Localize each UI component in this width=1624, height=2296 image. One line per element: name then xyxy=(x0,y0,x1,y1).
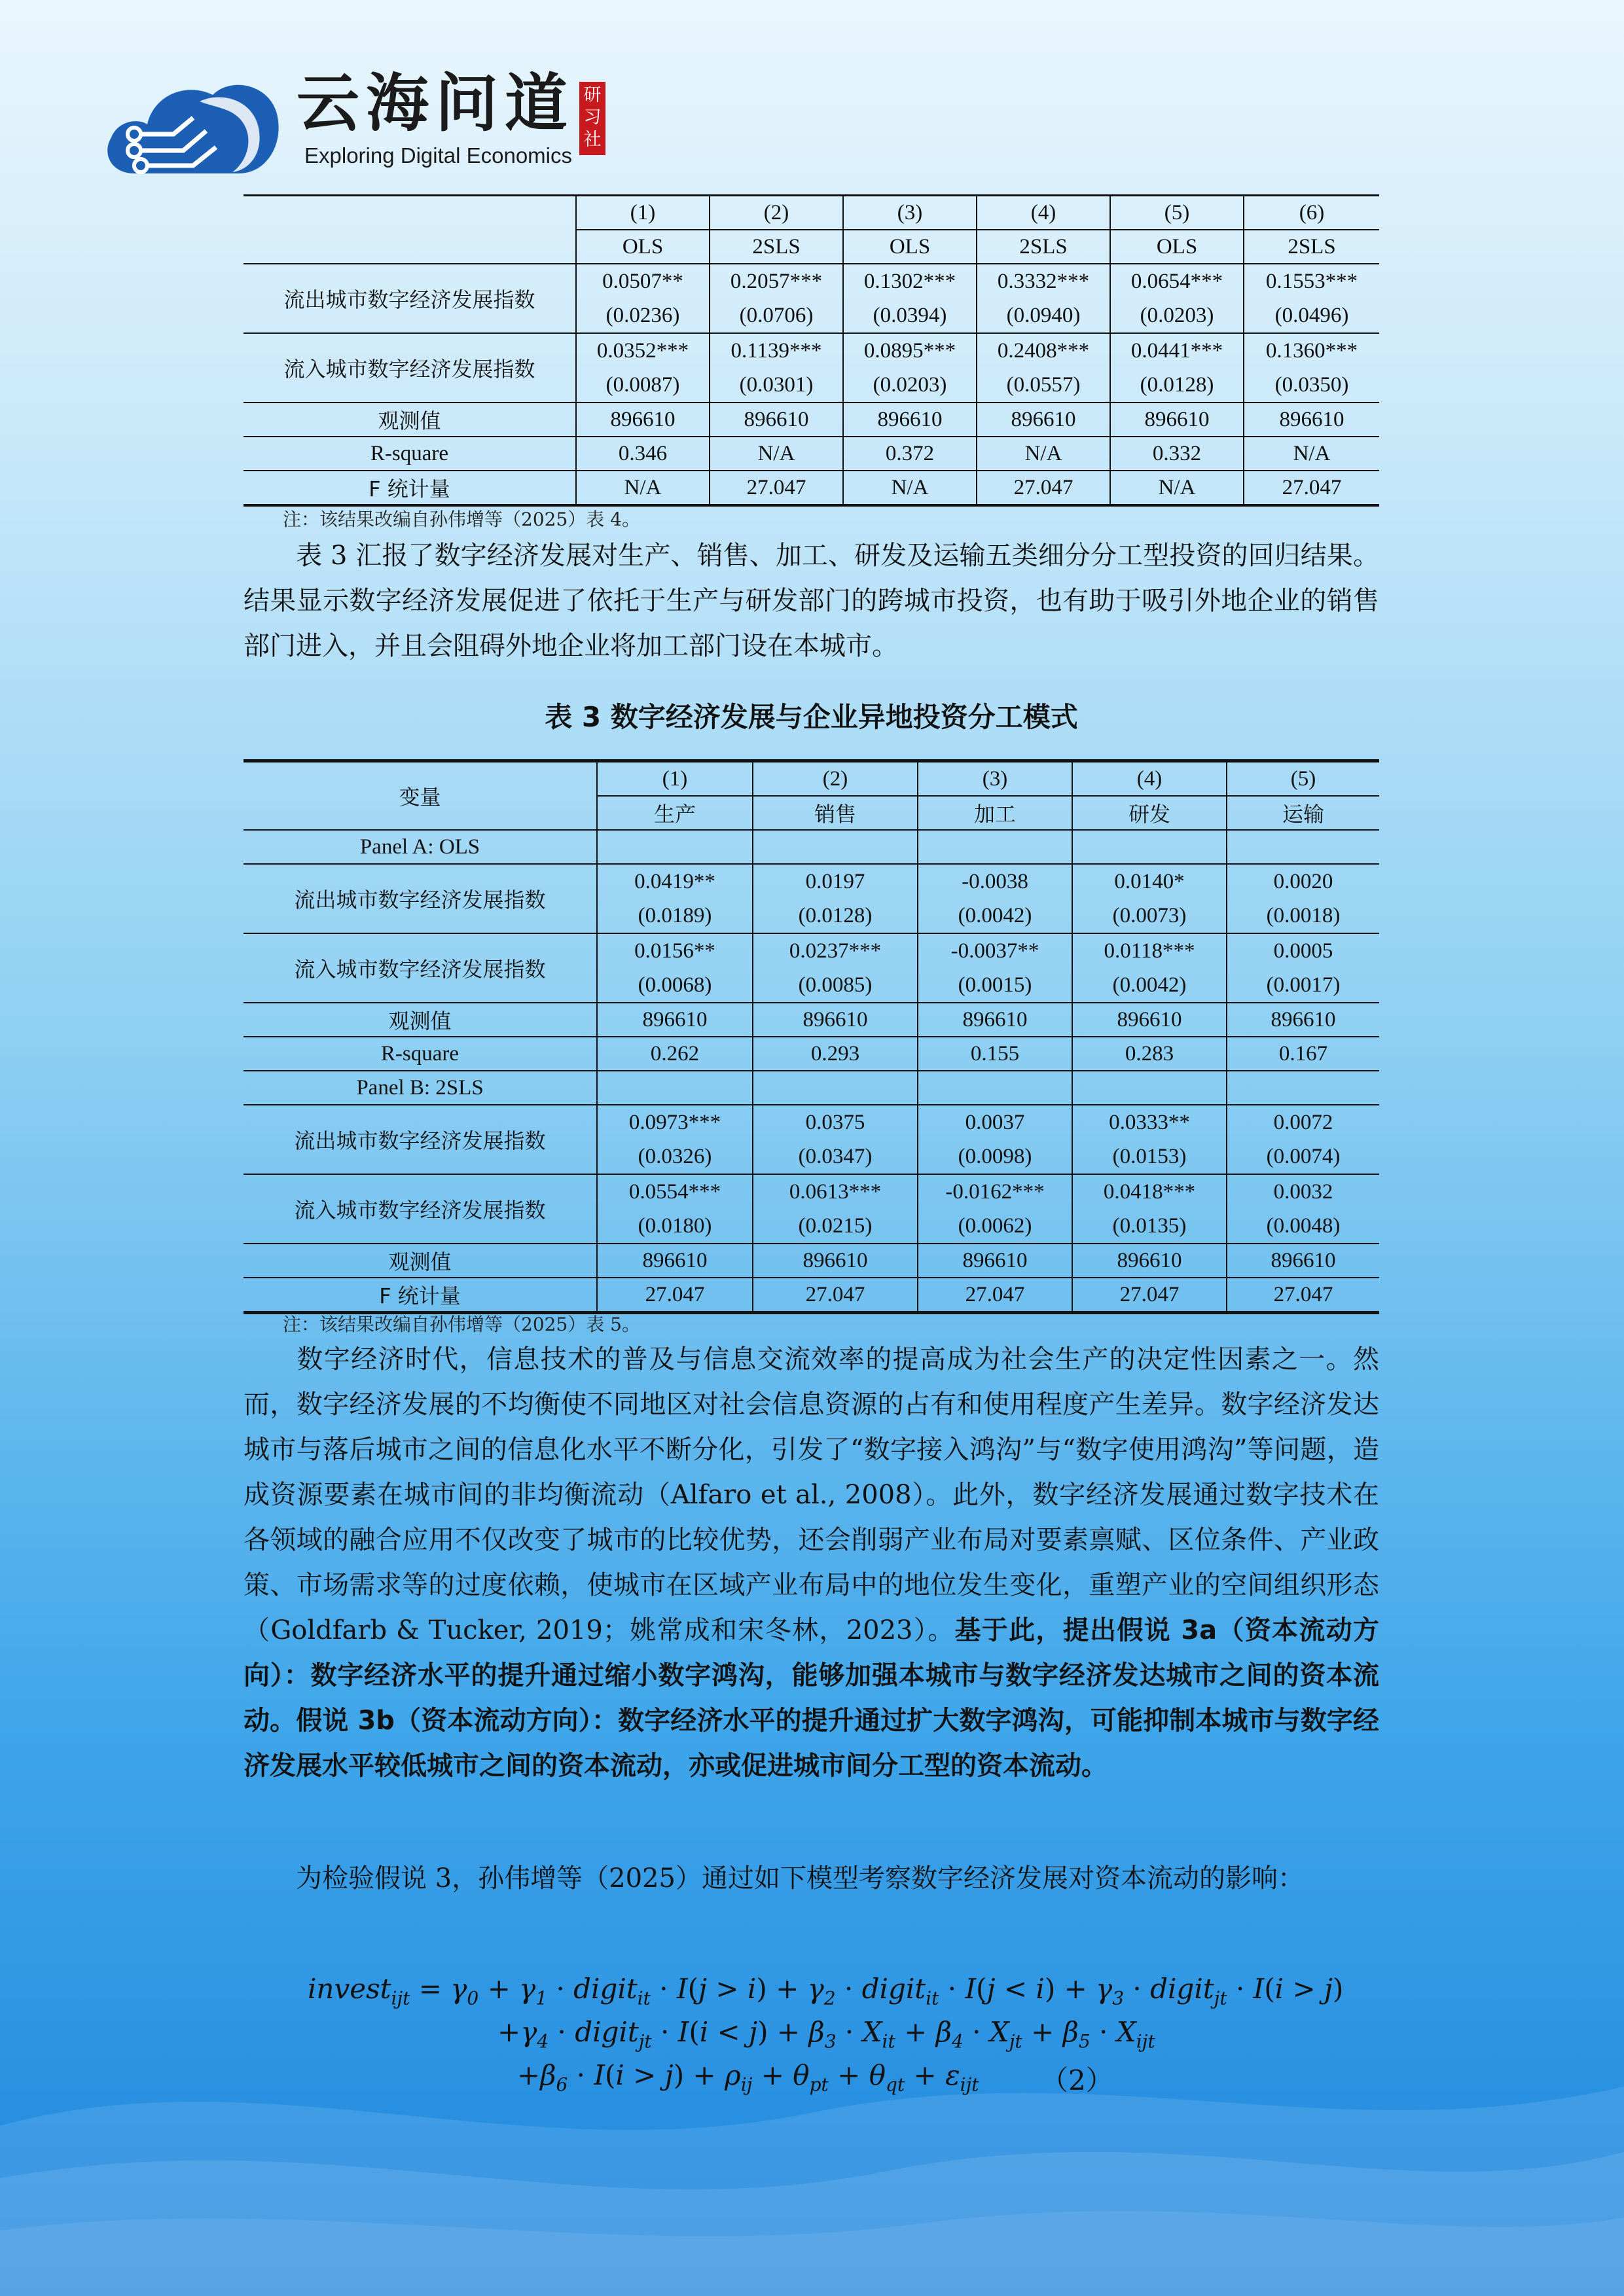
table2-note: 注：该结果改编自孙伟增等（2025）表 4。 xyxy=(283,509,640,530)
stat-value: 896610 xyxy=(1227,1244,1379,1278)
row-label: 流入城市数字经济发展指数 xyxy=(244,1174,597,1244)
logo-title: 云海问道 xyxy=(297,67,574,140)
equation-line-3: $+\beta_6 \cdot I(i > j) + \rho_{ij} + \theta_{pt} + \theta_{qt} + \varepsilon_{ijt}$ xyxy=(517,2059,979,2096)
stat-row xyxy=(244,1037,1379,1071)
header-blank xyxy=(244,196,576,264)
stat-value: 0.155 xyxy=(918,1037,1072,1071)
stat-value: 27.047 xyxy=(597,1278,753,1313)
table-row xyxy=(244,1105,1379,1174)
stat-row xyxy=(244,471,1379,505)
stat-label: 观测值 xyxy=(244,1003,597,1037)
coef-cell: 0.1553*** (0.0496) xyxy=(1244,264,1379,333)
coef-cell: 0.1302*** (0.0394) xyxy=(843,264,977,333)
col-method: OLS xyxy=(576,230,710,264)
coef-cell: -0.0038 (0.0042) xyxy=(918,864,1072,933)
regression-table-2 xyxy=(244,194,1379,507)
coef-cell: 0.0554*** (0.0180) xyxy=(597,1174,753,1244)
coef-cell: 0.0654*** (0.0203) xyxy=(1110,264,1244,333)
coef-cell: 0.3332*** (0.0940) xyxy=(977,264,1110,333)
stat-value: 27.047 xyxy=(1244,471,1379,505)
col-num: (1) xyxy=(597,761,753,797)
stat-value: 896610 xyxy=(843,403,977,437)
col-method: 2SLS xyxy=(710,230,843,264)
stat-value: 896610 xyxy=(710,403,843,437)
col-num: (2) xyxy=(710,196,843,230)
stat-value: 27.047 xyxy=(1227,1278,1379,1313)
table3-note: 注：该结果改编自孙伟增等（2025）表 5。 xyxy=(283,1314,640,1335)
coef-cell: 0.0418*** (0.0135) xyxy=(1072,1174,1227,1244)
stat-value: N/A xyxy=(710,437,843,471)
stat-label: F 统计量 xyxy=(244,471,576,505)
stat-value: 27.047 xyxy=(753,1278,918,1313)
col-method: 2SLS xyxy=(1244,230,1379,264)
panel-b-label: Panel B: 2SLS xyxy=(244,1071,597,1105)
stat-row xyxy=(244,403,1379,437)
stat-label: 观测值 xyxy=(244,403,576,437)
stat-value: 896610 xyxy=(597,1003,753,1037)
coef-cell: 0.1360*** (0.0350) xyxy=(1244,333,1379,403)
coef-cell: 0.0441*** (0.0128) xyxy=(1110,333,1244,403)
coef-cell: 0.0072 (0.0074) xyxy=(1227,1105,1379,1174)
paragraph-2: 数字经济时代，信息技术的普及与信息交流效率的提高成为社会生产的决定性因素之一。然而，数字经济发展的不均衡使不同地区对社会信息资源的占有和使用程度产生差异。数字经济发达城市与落后城市之间的信息化水平不断分化，引发了“数字接入鸿沟”与“数字使用鸿沟”等问题，造成资源要素在城市间的非均衡流动（Alfaro et al., 2008）。此外，数字经济发展通过数字技术在各领域的融合应用不仅改变了城市的比较优势，还会削弱产业布局对要素禀赋、区位条件、产业政策、市场需求等的过度依赖，使城市在区域产业布局中的地位发生变化，重塑产业的空间组织形态（Goldfarb & Tucker, 2019；姚常成和宋冬林，2023）。基于此，提出假说 3a（资本流动方向）：数字经济水平的提升通过缩小数字鸿沟，能够加强本城市与数字经济发达城市之间的资本流动。假说 3b（资本流动方向）：数字经济水平的提升通过扩大数字鸿沟，可能抑制本城市与数字经济发展水平较低城市之间的资本流动，亦或促进城市间分工型的资本流动。 xyxy=(244,1344,1380,1781)
col-num: (2) xyxy=(753,761,918,797)
panel-a-label: Panel A: OLS xyxy=(244,830,597,864)
paragraph-3: 为检验假说 3，孙伟增等（2025）通过如下模型考察数字经济发展对资本流动的影响： xyxy=(296,1863,1304,1893)
coef-cell: 0.0507** (0.0236) xyxy=(576,264,710,333)
stat-value: 896610 xyxy=(576,403,710,437)
col-num: (6) xyxy=(1244,196,1379,230)
coef-cell: 0.1139*** (0.0301) xyxy=(710,333,843,403)
coef-cell: 0.0037 (0.0098) xyxy=(918,1105,1072,1174)
logo-subtitle: Exploring Digital Economics xyxy=(304,143,573,168)
stat-value: 0.262 xyxy=(597,1037,753,1071)
stat-row xyxy=(244,1278,1379,1313)
row-label: 流出城市数字经济发展指数 xyxy=(244,864,597,933)
stat-value: 27.047 xyxy=(977,471,1110,505)
stat-value: 0.346 xyxy=(576,437,710,471)
table-row xyxy=(244,933,1379,1003)
stat-value: 896610 xyxy=(1244,403,1379,437)
stat-row xyxy=(244,1244,1379,1278)
coef-cell: 0.0352*** (0.0087) xyxy=(576,333,710,403)
variable-header: 变量 xyxy=(244,761,597,831)
equation-number: （2） xyxy=(1041,2064,1113,2096)
stat-value: 896610 xyxy=(1072,1003,1227,1037)
stat-value: 27.047 xyxy=(710,471,843,505)
brand-logo xyxy=(101,56,612,187)
stat-value: 896610 xyxy=(1227,1003,1379,1037)
stat-value: 896610 xyxy=(753,1003,918,1037)
stat-value: 0.167 xyxy=(1227,1037,1379,1071)
stat-value: 896610 xyxy=(918,1244,1072,1278)
table-row xyxy=(244,264,1379,333)
row-label: 流入城市数字经济发展指数 xyxy=(244,333,576,403)
col-name: 生产 xyxy=(597,796,753,830)
panel-row xyxy=(244,830,1379,864)
paragraph-1: 表 3 汇报了数字经济发展对生产、销售、加工、研发及运输五类细分分工型投资的回归结果。结果显示数字经济发展促进了依托于生产与研发部门的跨城市投资，也有助于吸引外地企业的销售部门进入，并且会阻碍外地企业将加工部门设在本城市。 xyxy=(244,541,1379,661)
stat-label: F 统计量 xyxy=(244,1278,597,1313)
coef-cell: 0.0032 (0.0048) xyxy=(1227,1174,1379,1244)
coef-cell: 0.0140* (0.0073) xyxy=(1072,864,1227,933)
stat-value: 896610 xyxy=(753,1244,918,1278)
stat-value: 0.332 xyxy=(1110,437,1244,471)
stat-value: N/A xyxy=(977,437,1110,471)
stat-row xyxy=(244,1003,1379,1037)
stat-value: 896610 xyxy=(918,1003,1072,1037)
coef-cell: 0.0237*** (0.0085) xyxy=(753,933,918,1003)
regression-table-3 xyxy=(244,759,1379,1314)
stat-value: N/A xyxy=(1244,437,1379,471)
stat-value: 27.047 xyxy=(918,1278,1072,1313)
coef-cell: 0.0156** (0.0068) xyxy=(597,933,753,1003)
stat-row xyxy=(244,437,1379,471)
stat-value: 0.283 xyxy=(1072,1037,1227,1071)
col-name: 运输 xyxy=(1227,796,1379,830)
col-name: 加工 xyxy=(918,796,1072,830)
row-label: 流出城市数字经济发展指数 xyxy=(244,1105,597,1174)
coef-cell: 0.0613*** (0.0215) xyxy=(753,1174,918,1244)
coef-cell: 0.0333** (0.0153) xyxy=(1072,1105,1227,1174)
col-num: (3) xyxy=(918,761,1072,797)
table-row xyxy=(244,333,1379,403)
stat-value: 27.047 xyxy=(1072,1278,1227,1313)
hypothesis-3: 基于此，提出假说 3a（资本流动方向）：数字经济水平的提升通过缩小数字鸿沟，能够加强本城市与数字经济发达城市之间的资本流动。假说 3b（资本流动方向）：数字经济水平的提升通过扩大数字鸿沟，可能抑制本城市与数字经济发展水平较低城市之间的资本流动，亦或促进城市间分工型的资本流动。 xyxy=(244,1615,1380,1781)
coef-cell: 0.0895*** (0.0203) xyxy=(843,333,977,403)
equation-line-1: invest$_{ijt}$ = $\gamma_0 + \gamma_1$ · digit$_{it}$ · $I(j > i) + \gamma_2$ · digit$_{it}$ · $I(j < i) + \gamma_3$ · digit$_{jt}$ · I(i > j) xyxy=(308,1973,1344,2009)
stat-value: N/A xyxy=(576,471,710,505)
coef-cell: 0.0118*** (0.0042) xyxy=(1072,933,1227,1003)
coef-cell: 0.0973*** (0.0326) xyxy=(597,1105,753,1174)
stat-value: N/A xyxy=(843,471,977,505)
table-row xyxy=(244,1174,1379,1244)
equation-line-2: $+\gamma_4$ · digit$_{jt}$ · $I(i < j) + \beta_3 \cdot X_{it} + \beta_4 \cdot X_{jt} + \beta_5 \cdot X_{ijt}$ xyxy=(497,2016,1155,2053)
coef-cell: 0.0419** (0.0189) xyxy=(597,864,753,933)
coef-cell: -0.0037** (0.0015) xyxy=(918,933,1072,1003)
coef-cell: 0.0020 (0.0018) xyxy=(1227,864,1379,933)
col-num: (1) xyxy=(576,196,710,230)
col-num: (4) xyxy=(1072,761,1227,797)
col-num: (5) xyxy=(1227,761,1379,797)
coef-cell: -0.0162*** (0.0062) xyxy=(918,1174,1072,1244)
table3-title: 表 3 数字经济发展与企业异地投资分工模式 xyxy=(545,701,1078,733)
stat-label: R-square xyxy=(244,1037,597,1071)
col-name: 销售 xyxy=(753,796,918,830)
stat-value: 896610 xyxy=(1072,1244,1227,1278)
col-num: (4) xyxy=(977,196,1110,230)
col-num: (3) xyxy=(843,196,977,230)
row-label: 流出城市数字经济发展指数 xyxy=(244,264,576,333)
col-num: (5) xyxy=(1110,196,1244,230)
col-method: 2SLS xyxy=(977,230,1110,264)
stat-value: 896610 xyxy=(597,1244,753,1278)
col-name: 研发 xyxy=(1072,796,1227,830)
coef-cell: 0.0375 (0.0347) xyxy=(753,1105,918,1174)
stat-value: 0.372 xyxy=(843,437,977,471)
coef-cell: 0.0197 (0.0128) xyxy=(753,864,918,933)
stat-label: 观测值 xyxy=(244,1244,597,1278)
coef-cell: 0.2408*** (0.0557) xyxy=(977,333,1110,403)
stat-value: 896610 xyxy=(977,403,1110,437)
col-method: OLS xyxy=(843,230,977,264)
panel-row xyxy=(244,1071,1379,1105)
row-label: 流入城市数字经济发展指数 xyxy=(244,933,597,1003)
table-row xyxy=(244,864,1379,933)
stat-value: N/A xyxy=(1110,471,1244,505)
logo-seal: 研习社 xyxy=(579,82,605,155)
coef-cell: 0.0005 (0.0017) xyxy=(1227,933,1379,1003)
cloud-circuit-icon xyxy=(101,56,285,180)
stat-label: R-square xyxy=(244,437,576,471)
col-method: OLS xyxy=(1110,230,1244,264)
stat-value: 0.293 xyxy=(753,1037,918,1071)
coef-cell: 0.2057*** (0.0706) xyxy=(710,264,843,333)
stat-value: 896610 xyxy=(1110,403,1244,437)
